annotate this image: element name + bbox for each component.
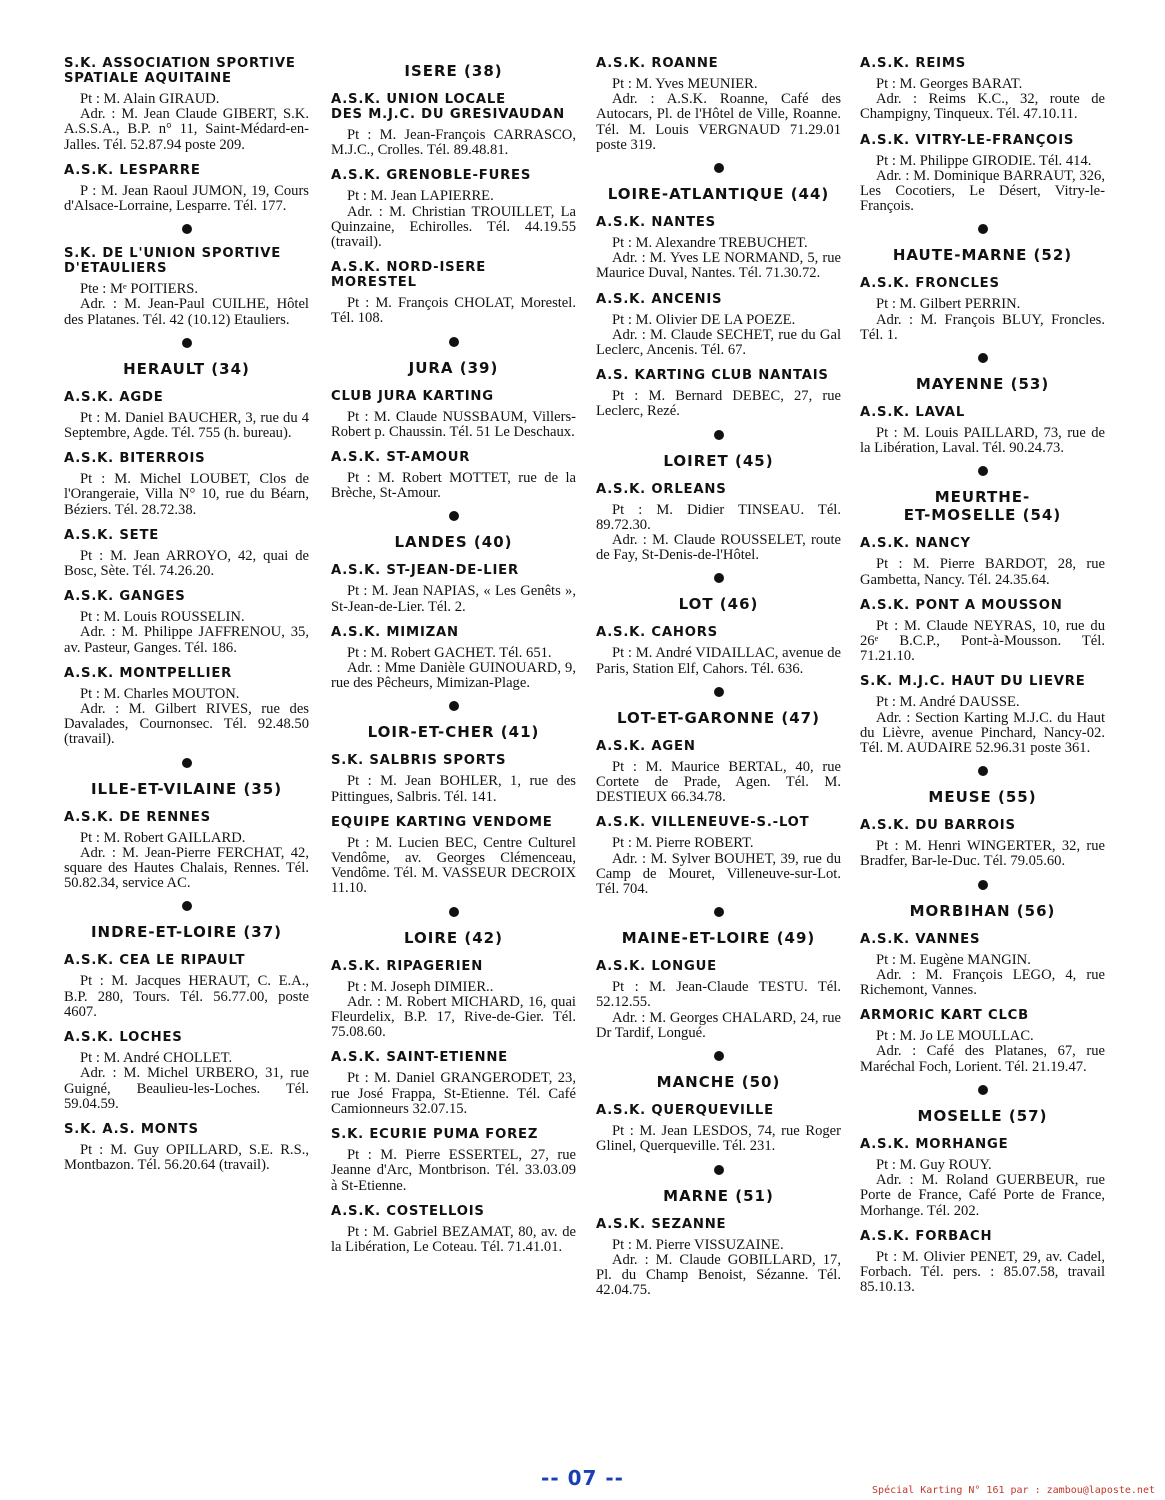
club-detail-line: Pt : M. André CHOLLET. (80, 1050, 233, 1067)
club-entry (596, 368, 841, 419)
club-name: A.S.K. LESPARRE (64, 162, 201, 178)
club-detail-line: Pt : M. Jean LAPIERRE. (347, 188, 494, 205)
club-detail-line: Pt : M. Jean NAPIAS, « Les Genêts », St-Jean-de-Lier. Tél. 2. (331, 583, 576, 615)
separator-bullet-icon (182, 758, 192, 768)
club-name: CLUB JURA KARTING (331, 388, 494, 404)
club-detail-line: Adr. : M. Philippe JAFFRENOU, 35, av. Pasteur, Ganges. Tél. 186. (64, 624, 309, 656)
club-entry (860, 133, 1105, 215)
department-heading: LOIRE (42) (404, 928, 503, 947)
club-name: A.S.K. MONTPELLIER (64, 665, 233, 681)
separator-bullet-icon (978, 466, 988, 476)
club-name: A.S.K. NORD-ISERE MORESTEL (331, 260, 487, 291)
club-name: A.S.K. FORBACH (860, 1228, 993, 1244)
club-entry (596, 215, 841, 282)
department-heading: JURA (39) (408, 358, 499, 377)
club-detail-line: Pt : M. Robert GACHET. Tél. 651. (347, 644, 552, 661)
club-entry (331, 92, 576, 158)
club-detail-line: Adr. : M. Roland GUERBEUR, rue Porte de France, Café Porte de France, Morhange. Tél. 202. (860, 1172, 1105, 1219)
department-heading: HAUTE-MARNE (52) (892, 246, 1073, 265)
department-heading: MEUSE (55) (928, 788, 1037, 807)
column-2 (331, 56, 576, 1265)
club-detail-line: Pt : M. Charles MOUTON. (80, 685, 240, 702)
club-detail-line: Adr. : M. Claude GOBILLARD, 17, Pl. du Champ Benoist, Sézanne. Tél. 42.04.75. (596, 1251, 841, 1299)
club-detail-line: Pt : M. Alexandre TREBUCHET. (612, 235, 808, 252)
separator-bullet-icon (714, 1051, 724, 1061)
separator-bullet-icon (182, 338, 192, 348)
department-heading: HERAULT (34) (123, 359, 250, 378)
separator-bullet-icon (449, 907, 459, 917)
club-detail-line: Pt : M. Jean-Claude TESTU. Tél. 52.12.55. (596, 979, 841, 1011)
club-entry (64, 1122, 309, 1173)
club-detail-line: Adr. : M. Yves LE NORMAND, 5, rue Maurice Duval, Nantes. Tél. 71.30.72. (596, 250, 841, 282)
club-detail-line: Pt : M. André VIDAILLAC, avenue de Paris, Station Elf, Cahors. Tél. 636. (596, 645, 841, 677)
club-entry (860, 276, 1105, 343)
separator-bullet-icon (449, 511, 459, 521)
club-detail-line: P : M. Jean Raoul JUMON, 19, Cours d'Alsace-Lorraine, Lesparre. Tél. 177. (64, 182, 309, 215)
club-detail-line: Pt : M. Robert MOTTET, rue de la Brèche, St-Amour. (331, 470, 576, 502)
club-entry (331, 563, 576, 614)
club-name: A.S.K. ORLEANS (596, 481, 727, 497)
club-detail-line: Pt : M. Jean BOHLER, 1, rue des Pittingues, Salbris. Tél. 141. (331, 773, 576, 805)
club-detail-line: Pt : M. Pierre ESSERTEL, 27, rue Jeanne d'Arc, Montbrison. Tél. 33.03.09 à St-Etienne. (331, 1147, 576, 1194)
club-detail-line: Pt : M. Eugène MANGIN. (876, 951, 1031, 968)
club-name: A.S.K. FRONCLES (860, 276, 1000, 292)
club-detail-line: Pt : M. Jean LESDOS, 74, rue Roger Glinel, Querqueville. Tél. 231. (596, 1123, 841, 1155)
club-name: A.S.K. MORHANGE (860, 1136, 1009, 1152)
club-name: A.S.K. ST-JEAN-DE-LIER (331, 563, 519, 579)
club-detail-line: Pt : M. Louis PAILLARD, 73, rue de la Libération, Laval. Tél. 90.24.73. (860, 425, 1105, 457)
department-heading: MARNE (51) (663, 1186, 774, 1205)
club-detail-line: Pt : M. Gilbert PERRIN. (876, 296, 1021, 313)
club-name: S.K. M.J.C. HAUT DU LIEVRE (860, 674, 1086, 690)
club-entry (596, 625, 841, 676)
club-entry (596, 959, 841, 1041)
club-entry (596, 482, 841, 564)
club-name: A.S.K. DE RENNES (64, 809, 211, 825)
club-entry (596, 292, 841, 359)
department-heading: LOIRET (45) (663, 451, 774, 470)
club-entry (860, 56, 1105, 123)
club-entry (331, 815, 576, 897)
club-detail-line: Pt : M. Daniel GRANGERODET, 23, rue José Frappa, St-Etienne. Tél. Café Camionneurs 32.07.15. (331, 1070, 576, 1117)
club-detail-line: Adr. : M. Robert MICHARD, 16, quai Fleurdelix, B.P. 17, Rive-de-Gier. Tél. 75.08.60. (331, 993, 576, 1041)
club-name: EQUIPE KARTING VENDOME (331, 814, 553, 830)
department-heading: LOT-ET-GARONNE (47) (617, 708, 820, 727)
club-entry (860, 674, 1105, 756)
club-name: A.S.K. VITRY-LE-FRANÇOIS (860, 132, 1075, 148)
department-heading: ISERE (38) (404, 62, 503, 80)
club-detail-line: Adr. : M. François LEGO, 4, rue Richemont, Vannes. (860, 966, 1105, 999)
club-name: A.S.K. SAINT-ETIENNE (331, 1050, 508, 1066)
club-name: A.S.K. ANCENIS (596, 291, 723, 307)
club-entry (64, 810, 309, 892)
club-entry (860, 405, 1105, 456)
club-entry (596, 815, 841, 897)
club-detail-line: Pt : M. Yves MEUNIER. (612, 76, 758, 92)
club-entry (64, 163, 309, 214)
column-1 (64, 56, 309, 1183)
club-entry (596, 56, 841, 153)
club-detail-line: Pt : M. Robert GAILLARD. (80, 829, 246, 846)
club-name: A.S.K. RIPAGERIEN (331, 958, 484, 974)
department-heading: MOSELLE (57) (917, 1106, 1048, 1125)
club-detail-line: Adr. : M. Christian TROUILLET, La Quinzaine, Echirolles. Tél. 44.19.55 (travail). (331, 203, 576, 251)
club-name: A.S.K. CEA LE RIPAULT (64, 953, 246, 969)
separator-bullet-icon (978, 224, 988, 234)
club-detail-line: Pt : M. Pierre VISSUZAINE. (612, 1236, 784, 1253)
club-detail-line: Pt : M. Michel LOUBET, Clos de l'Orangeraie, Villa N° 10, rue du Béarn, Béziers. Tél. 28.72.38. (64, 471, 309, 518)
club-name: A.S.K. CAHORS (596, 625, 718, 641)
club-name: S.K. DE L'UNION SPORTIVE D'ETAULIERS (64, 246, 282, 277)
club-detail-line: Adr. : M. Gilbert RIVES, rue des Davalades, Cournonsec. Tél. 92.48.50 (travail). (64, 701, 309, 748)
club-detail-line: Pt : M. Claude NUSSBAUM, Villers-Robert p. Chaussin. Tél. 51 Le Deschaux. (331, 408, 576, 440)
club-detail-line: Pt : M. Didier TINSEAU. Tél. 89.72.30. (596, 501, 841, 533)
club-entry (860, 1008, 1105, 1075)
separator-bullet-icon (978, 1085, 988, 1095)
club-entry (596, 739, 841, 806)
club-detail-line: Adr. : Section Karting M.J.C. du Haut du Lièvre, avenue Pinchard, Nancy-02. Tél. M. AUDAIRE 52.96.31 poste 361. (860, 709, 1105, 757)
club-detail-line: Adr. : M. Jean-Paul CUILHE, Hôtel des Platanes. Tél. 42 (10.12) Etauliers. (64, 296, 309, 328)
separator-bullet-icon (714, 1165, 724, 1175)
club-detail-line: Pt : M. Gabriel BEZAMAT, 80, av. de la Libération, Le Coteau. Tél. 71.41.01. (331, 1223, 576, 1255)
separator-bullet-icon (449, 701, 459, 711)
club-detail-line: Pt : M. Daniel BAUCHER, 3, rue du 4 Septembre, Agde. Tél. 755 (h. bureau). (64, 409, 309, 442)
club-entry (64, 390, 309, 441)
club-detail-line: Adr. : M. Sylver BOUHET, 39, rue du Camp de Mouret, Villeneuve-sur-Lot. Tél. 704. (596, 850, 841, 898)
club-entry (331, 389, 576, 440)
column-3 (596, 56, 841, 1308)
club-entry (64, 246, 309, 328)
club-detail-line: Pt : M. Jo LE MOULLAC. (876, 1028, 1034, 1045)
club-detail-line: Adr. : M. Jean Claude GIBERT, S.K. A.S.S.A., B.P. n° 11, Saint-Médard-en-Jalles. Tél. 52.87.94 poste 209. (64, 106, 309, 153)
club-name: A.S.K. BITERROIS (64, 451, 206, 467)
club-entry (331, 450, 576, 501)
club-name: A.S.K. NANCY (860, 536, 971, 552)
club-detail-line: Pt : M. Alain GIRAUD. (80, 91, 220, 107)
club-name: A.S.K. REIMS (860, 56, 967, 71)
club-detail-line: Pt : M. Philippe GIRODIE. Tél. 414. (876, 152, 1092, 169)
club-name: S.K. ASSOCIATION SPORTIVE SPATIALE AQUITAINE (64, 56, 296, 86)
scan-credit: Spécial Karting N° 161 par : zambou@laposte.net (872, 1485, 1155, 1496)
club-name: A.S.K. GANGES (64, 589, 186, 605)
club-detail-line: Pt : M. Pierre BARDOT, 28, rue Gambetta, Nancy. Tél. 24.35.64. (860, 556, 1105, 588)
club-entry (64, 528, 309, 579)
separator-bullet-icon (714, 163, 724, 173)
club-name: A.S.K. UNION LOCALE DES M.J.C. DU GRESIVAUDAN (331, 92, 566, 122)
club-detail-line: Pt : M. Jean ARROYO, 42, quai de Bosc, Sète. Tél. 74.26.20. (64, 547, 309, 580)
club-entry (331, 1050, 576, 1117)
club-detail-line: Adr. : M. Claude ROUSSELET, route de Fay, St-Denis-de-l'Hôtel. (596, 532, 841, 564)
club-name: A.S.K. VANNES (860, 931, 981, 947)
club-detail-line: Pt : M. Henri WINGERTER, 32, rue Bradfer, Bar-le-Duc. Tél. 79.05.60. (860, 838, 1105, 870)
club-entry (860, 932, 1105, 999)
separator-bullet-icon (449, 337, 459, 347)
club-detail-line: Pt : M. Joseph DIMIER.. (347, 978, 494, 995)
club-entry (64, 451, 309, 518)
club-entry (331, 168, 576, 250)
club-detail-line: Pt : M. Louis ROUSSELIN. (80, 609, 245, 626)
club-name: A.S.K. SETE (64, 527, 160, 543)
club-detail-line: Pt : M. Olivier PENET, 29, av. Cadel, Forbach. Tél. pers. : 85.07.58, travail 85.10.13. (860, 1248, 1105, 1296)
club-entry (64, 1030, 309, 1112)
club-entry (64, 953, 309, 1020)
club-detail-line: Pt : M. Guy OPILLARD, S.E. R.S., Montbazon. Tél. 56.20.64 (travail). (64, 1141, 309, 1174)
club-name: A.S.K. PONT A MOUSSON (860, 597, 1063, 613)
club-detail-line: Pt : M. Lucien BEC, Centre Culturel Vendôme, av. Georges Clémenceau, Vendôme. Tél. M. VASSEUR DECROIX 11.10. (331, 834, 576, 897)
club-detail-line: Adr. : M. Michel URBERO, 31, rue Guigné, Beaulieu-les-Loches. Tél. 59.04.59. (64, 1065, 309, 1112)
club-detail-line: Adr. : M. Jean-Pierre FERCHAT, 42, square des Hautes Chalais, Rennes. Tél. 50.82.34, service AC. (64, 844, 309, 892)
club-detail-line: Pt : M. André DAUSSE. (876, 694, 1020, 711)
club-entry (860, 598, 1105, 665)
club-detail-line: Adr. : M. Dominique BARRAUT, 326, Les Cocotiers, Le Désert, Vitry-le-François. (860, 167, 1105, 215)
club-name: ARMORIC KART CLCB (860, 1008, 1030, 1024)
club-detail-line: Pt : M. François CHOLAT, Morestel. Tél. 108. (331, 295, 576, 327)
club-name: A.S.K. ROANNE (596, 56, 719, 71)
department-heading: MAYENNE (53) (915, 375, 1050, 394)
club-name: A.S.K. NANTES (596, 215, 716, 231)
separator-bullet-icon (182, 901, 192, 911)
department-heading: MAINE-ET-LOIRE (49) (621, 929, 816, 948)
club-entry (596, 1103, 841, 1154)
department-heading: INDRE-ET-LOIRE (37) (90, 923, 283, 942)
club-name: A.S.K. GRENOBLE-FURES (331, 168, 532, 184)
club-detail-line: Adr. : Reims K.C., 32, route de Champigny, Tinqueux. Tél. 47.10.11. (860, 91, 1105, 123)
department-heading: MANCHE (50) (656, 1073, 781, 1092)
club-detail-line: Pt : M. Georges BARAT. (876, 76, 1023, 92)
club-entry (860, 536, 1105, 587)
club-detail-line: Pt : M. Maurice BERTAL, 40, rue Cortete de Prade, Agen. Tél. M. DESTIEUX 66.34.78. (596, 758, 841, 806)
club-entry (860, 1229, 1105, 1296)
separator-bullet-icon (714, 430, 724, 440)
club-entry (596, 1217, 841, 1299)
department-heading: ILLE-ET-VILAINE (35) (90, 779, 283, 798)
club-name: A.S.K. LOCHES (64, 1030, 183, 1046)
page-number: -- 07 -- (541, 1466, 624, 1490)
department-heading: LOIRE-ATLANTIQUE (44) (607, 185, 830, 204)
club-name: A.S.K. VILLENEUVE-S.-LOT (596, 815, 810, 831)
club-detail-line: Adr. : Mme Danièle GUINOUARD, 9, rue des Pêcheurs, Mimizan-Plage. (331, 660, 576, 692)
department-heading: MEURTHE- ET-MOSELLE (54) (903, 488, 1062, 525)
club-detail-line: Adr. : M. Georges CHALARD, 24, rue Dr Tardif, Longué. (596, 1009, 841, 1041)
club-detail-line: Pt : M. Olivier DE LA POEZE. (612, 311, 796, 328)
club-detail-line: Adr. : A.S.K. Roanne, Café des Autocars, Pl. de l'Hôtel de Ville, Roanne. Tél. M. Louis VERGNAUD 71.29.01 poste 319. (596, 91, 841, 153)
separator-bullet-icon (714, 907, 724, 917)
separator-bullet-icon (978, 766, 988, 776)
club-name: A.S.K. QUERQUEVILLE (596, 1103, 774, 1119)
club-name: A.S.K. ST-AMOUR (331, 450, 471, 466)
club-detail-line: Pt : M. Claude NEYRAS, 10, rue du 26ᵉ B.C.P., Pont-à-Mousson. Tél. 71.21.10. (860, 617, 1105, 665)
club-name: A.S.K. LONGUE (596, 959, 717, 975)
club-name: A.S.K. AGDE (64, 389, 164, 405)
club-entry (331, 625, 576, 692)
column-4 (860, 56, 1105, 1305)
club-entry (860, 818, 1105, 869)
club-entry (64, 666, 309, 748)
club-detail-line: Pt : M. Pierre ROBERT. (612, 835, 754, 852)
department-heading: MORBIHAN (56) (909, 901, 1056, 920)
club-detail-line: Pt : M. Jean-François CARRASCO, M.J.C., Crolles. Tél. 89.48.81. (331, 127, 576, 159)
club-detail-line: Pte : Mᵉ POITIERS. (80, 281, 199, 298)
club-name: A.S.K. SEZANNE (596, 1216, 727, 1232)
separator-bullet-icon (182, 224, 192, 234)
club-name: A.S.K. COSTELLOIS (331, 1203, 485, 1219)
club-entry (331, 260, 576, 326)
club-name: S.K. A.S. MONTS (64, 1121, 199, 1137)
club-detail-line: Pt : M. Jacques HERAUT, C. E.A., B.P. 280, Tours. Tél. 56.77.00, poste 4607. (64, 973, 309, 1020)
separator-bullet-icon (978, 880, 988, 890)
club-name: A.S.K. DU BARROIS (860, 818, 1016, 834)
club-name: A.S.K. AGEN (596, 738, 696, 754)
club-entry (331, 1204, 576, 1255)
club-detail-line: Adr. : M. François BLUY, Froncles. Tél. 1. (860, 311, 1105, 343)
department-heading: LOIR-ET-CHER (41) (367, 723, 540, 742)
club-detail-line: Adr. : Café des Platanes, 67, rue Maréchal Foch, Lorient. Tél. 21.19.47. (860, 1043, 1105, 1075)
club-name: A.S.K. LAVAL (860, 405, 966, 421)
department-heading: LANDES (40) (394, 533, 513, 552)
club-detail-line: Pt : M. Bernard DEBEC, 27, rue Leclerc, Rezé. (596, 388, 841, 420)
club-detail-line: Adr. : M. Claude SECHET, rue du Gal Leclerc, Ancenis. Tél. 67. (596, 326, 841, 359)
club-entry (331, 1127, 576, 1194)
club-entry (64, 589, 309, 656)
separator-bullet-icon (978, 353, 988, 363)
department-heading: LOT (46) (678, 595, 759, 614)
club-entry (331, 753, 576, 804)
club-detail-line: Pt : M. Guy ROUY. (876, 1156, 992, 1173)
club-name: A.S.K. MIMIZAN (331, 624, 459, 640)
separator-bullet-icon (714, 573, 724, 583)
club-name: S.K. ECURIE PUMA FOREZ (331, 1127, 539, 1143)
club-entry (331, 959, 576, 1041)
separator-bullet-icon (714, 687, 724, 697)
club-name: A.S. KARTING CLUB NANTAIS (596, 368, 829, 384)
club-name: S.K. SALBRIS SPORTS (331, 753, 507, 769)
club-entry (860, 1137, 1105, 1219)
club-entry (64, 56, 309, 153)
